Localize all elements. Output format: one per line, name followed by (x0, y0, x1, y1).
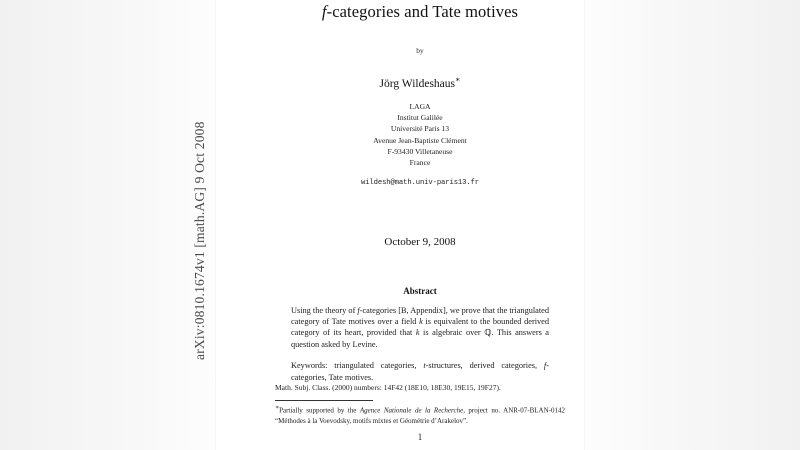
abstract-text: -categories [B, Appendix], we prove that the triangulated category of Tate motives over a field (291, 305, 549, 327)
footnote-text: Partially supported by the (279, 406, 360, 415)
author-email: wildesh@math.univ-paris13.fr (361, 178, 479, 187)
msc-classification: Math. Subj. Class. (2000) numbers: 14F42 (18E10, 18E30, 19E15, 19F27). (275, 383, 501, 392)
arxiv-identifier-stamp: arXiv:0810.1674v1 [math.AG] 9 Oct 2008 (192, 121, 207, 360)
abstract-text: is equivalent to the bounded derived category of its heart, provided that (291, 317, 550, 338)
abstract-italic-k: k (415, 328, 420, 338)
affiliation-line: France (409, 158, 431, 168)
author-label: Jörg Wildeshaus (379, 77, 456, 90)
page-text-column (275, 0, 565, 450)
title-italic-f: f (321, 2, 327, 21)
abstract-text: is algebraic over (419, 328, 485, 338)
affiliation-line: Institut Galilée (397, 113, 443, 123)
abstract-body (291, 305, 549, 383)
byline: by (416, 46, 424, 55)
keywords-italic-f: f (543, 361, 547, 371)
abstract-heading: Abstract (403, 285, 437, 296)
page-title (275, 2, 565, 22)
title-rest: -categories and Tate motives (326, 2, 519, 21)
author-name (275, 75, 565, 90)
keywords-text: -categories, Tate motives. (291, 361, 549, 382)
affiliation-line: Université Paris 13 (390, 124, 450, 134)
keywords-label: Keywords: (291, 361, 328, 371)
keywords-text: triangulated categories, (327, 361, 424, 371)
viewer-backdrop-right (584, 0, 800, 450)
footnote-agency-name: Agence Nationale de la Recherche (359, 406, 464, 415)
affiliation-block (275, 101, 565, 169)
footnote-text: , project no. ANR-07-BLAN-0142 “Méthodes à la Voevodsky, motifs mixtes et Géométrie d’Arakelov”. (275, 406, 565, 425)
footnote (275, 403, 565, 426)
affiliation-line: LAGA (409, 101, 431, 111)
abstract-paragraph (291, 305, 549, 351)
abstract-italic-f: f (357, 305, 360, 315)
abstract-text: Using the theory of (291, 305, 358, 315)
paper-page (216, 0, 584, 450)
affiliation-line: Avenue Jean-Baptiste Clément (373, 135, 467, 145)
viewer-backdrop-left (0, 0, 216, 450)
abstract-italic-k: k (419, 317, 423, 327)
affiliation-line: F-93430 Villetaneuse (387, 147, 453, 157)
abstract-text: . This answers a question asked by Levine. (291, 328, 549, 349)
footnote-rule (275, 400, 373, 401)
author-footnote-marker: ∗ (455, 75, 461, 84)
keywords-italic-t: t (423, 361, 426, 371)
abstract-rationals-symbol: ℚ (484, 327, 492, 338)
keywords-text: -structures, derived categories, (425, 361, 544, 371)
keywords-paragraph (291, 360, 549, 383)
page-number: 1 (417, 432, 423, 442)
footnote-marker: ∗ (275, 405, 280, 411)
publication-date: October 9, 2008 (384, 235, 456, 248)
